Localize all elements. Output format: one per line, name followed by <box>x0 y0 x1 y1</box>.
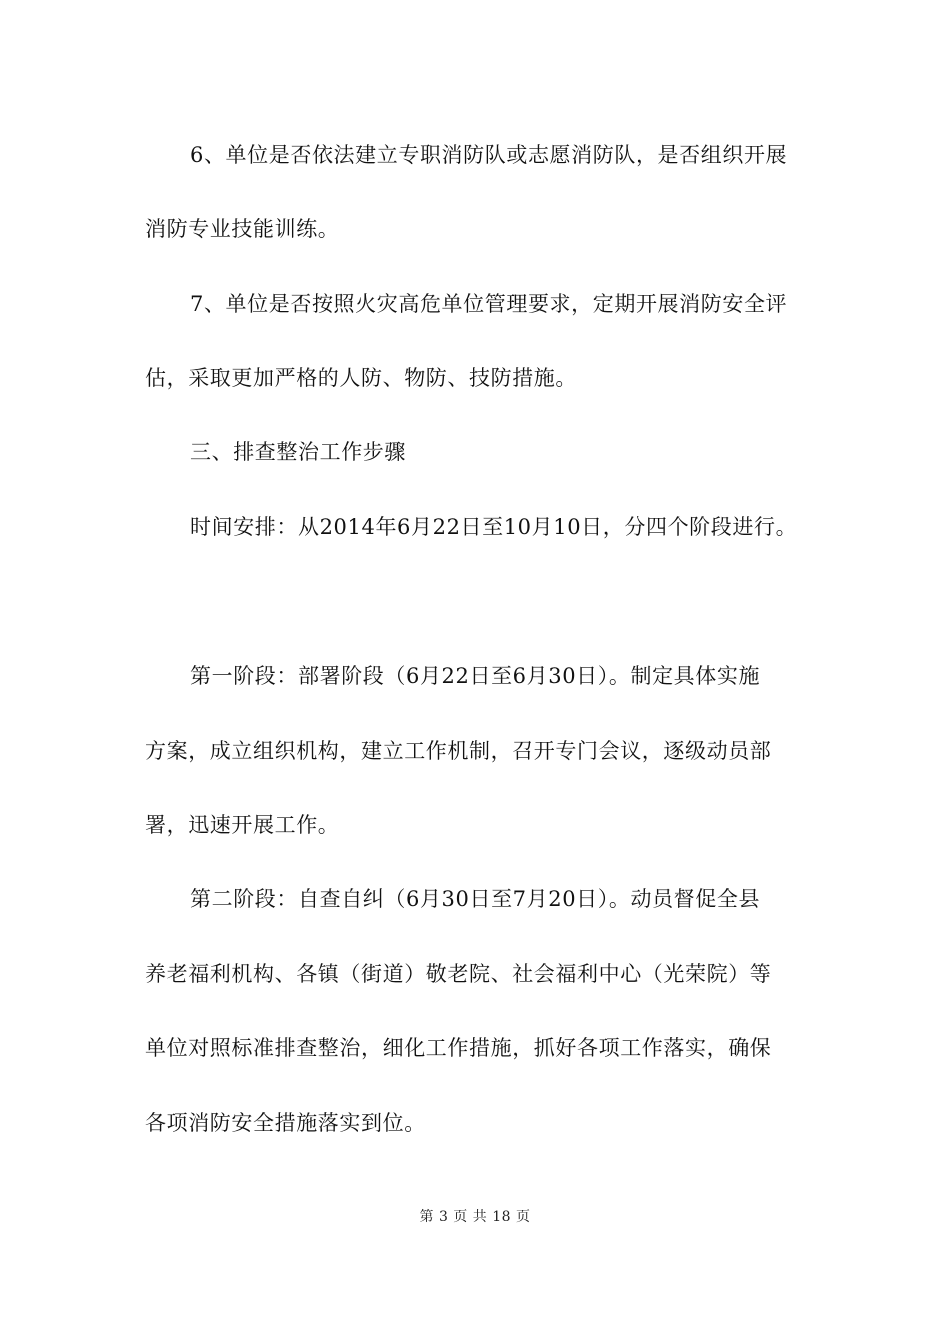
paragraph-item-7-line-2: 估，采取更加严格的人防、物防、技防措施。 <box>145 366 577 390</box>
phase-two-line-4: 各项消防安全措施落实到位。 <box>145 1111 426 1135</box>
paragraph-item-6-line-1: 6、单位是否依法建立专职消防队或志愿消防队，是否组织开展 <box>190 143 788 167</box>
schedule-paragraph: 时间安排：从2014年6月22日至10月10日，分四个阶段进行。 <box>190 515 798 539</box>
paragraph-item-6-line-2: 消防专业技能训练。 <box>145 217 340 241</box>
phase-one-line-3: 署，迅速开展工作。 <box>145 813 340 837</box>
phase-one-line-1: 第一阶段：部署阶段（6月22日至6月30日）。制定具体实施 <box>190 664 761 688</box>
phase-two-line-1: 第二阶段：自查自纠（6月30日至7月20日）。动员督促全县 <box>190 887 761 911</box>
phase-one-line-2: 方案，成立组织机构，建立工作机制，召开专门会议，逐级动员部 <box>145 739 772 763</box>
section-heading-steps: 三、排查整治工作步骤 <box>190 440 406 464</box>
paragraph-item-7-line-1: 7、单位是否按照火灾高危单位管理要求，定期开展消防安全评 <box>190 292 788 316</box>
phase-two-line-3: 单位对照标准排查整治，细化工作措施，抓好各项工作落实，确保 <box>145 1036 772 1060</box>
page-number-footer: 第 3 页 共 18 页 <box>419 1209 531 1225</box>
phase-two-line-2: 养老福利机构、各镇（街道）敬老院、社会福利中心（光荣院）等 <box>145 962 772 986</box>
